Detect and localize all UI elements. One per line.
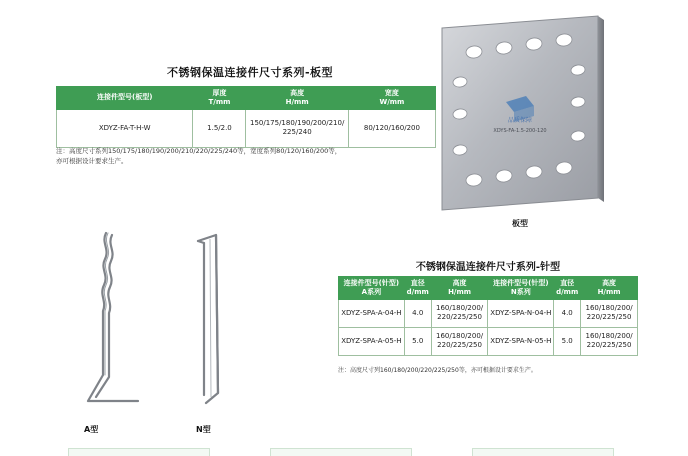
cell-height-n: 160/180/200/ 220/225/250: [581, 327, 638, 355]
cell-height-a: 160/180/200/ 220/225/250: [431, 327, 488, 355]
cell-model-a: XDYZ-SPA-A-04-H: [339, 299, 405, 327]
cell-dia-a: 5.0: [404, 327, 431, 355]
col-header-model-n: 连接件型号(针型) N系列: [488, 277, 554, 300]
plate-spec-table: [56, 86, 436, 148]
page-title-plate: 不锈钢保温连接件尺寸系列-板型: [166, 66, 334, 79]
cell-height-n: 160/180/200/ 220/225/250: [581, 299, 638, 327]
pin-illustration: [60, 225, 310, 420]
col-header-model-a: 连接件型号(针型) A系列: [339, 277, 405, 300]
cell-dia-n: 4.0: [554, 299, 581, 327]
table-row: [339, 327, 638, 355]
svg-text:品质保障: 品质保障: [507, 117, 533, 124]
cell-dia-a: 4.0: [404, 299, 431, 327]
cell-height-a: 160/180/200/ 220/225/250: [431, 299, 488, 327]
plate-photo-caption: 板型: [512, 219, 528, 228]
col-header-height: 高度 H/mm: [246, 87, 348, 110]
table-header-row: [57, 87, 436, 110]
col-header-model: 连接件型号(板型): [57, 87, 193, 110]
col-header-thickness: 厚度 T/mm: [193, 87, 246, 110]
cell-thickness: 1.5/2.0: [193, 109, 246, 147]
pin-spec-table: [338, 276, 638, 356]
col-header-height-a: 高度 H/mm: [431, 277, 488, 300]
plate-product-photo: [430, 10, 610, 225]
cell-dia-n: 5.0: [554, 327, 581, 355]
cell-height: 150/175/180/190/200/210/ 225/240: [246, 109, 348, 147]
col-header-height-n: 高度 H/mm: [581, 277, 638, 300]
bottom-card-strip: [0, 448, 688, 455]
page-title-pin: 不锈钢保温连接件尺寸系列-针型: [415, 262, 561, 273]
plate-illustration: [430, 10, 610, 225]
cell-model-n: XDYZ-SPA-N-04-H: [488, 299, 554, 327]
pin-table-note: 注：高度尺寸列160/180/200/220/225/250等，亦可根据设计要求生产。: [338, 367, 537, 374]
plate-table-note: 注：高度尺寸系列150/175/180/190/200/210/220/225/240等，宽度系列80/120/160/200等， 亦可根据设计要求生产。: [56, 147, 342, 166]
table-row: [57, 109, 436, 147]
pin-label-n: N型: [196, 425, 211, 434]
col-header-dia-a: 直径 d/mm: [404, 277, 431, 300]
pin-drawings: [60, 225, 310, 420]
cell-width: 80/120/160/200: [348, 109, 435, 147]
col-header-width: 宽度 W/mm: [348, 87, 435, 110]
table-header-row: [339, 277, 638, 300]
plate-watermark-code: XDYS-FA-1.5-200-120: [493, 128, 547, 134]
col-header-dia-n: 直径 d/mm: [554, 277, 581, 300]
cell-model-a: XDYZ-SPA-A-05-H: [339, 327, 405, 355]
table-row: [339, 299, 638, 327]
pin-label-a: A型: [84, 425, 99, 434]
cell-model-n: XDYZ-SPA-N-05-H: [488, 327, 554, 355]
cell-model: XDYZ-FA-T-H-W: [57, 109, 193, 147]
